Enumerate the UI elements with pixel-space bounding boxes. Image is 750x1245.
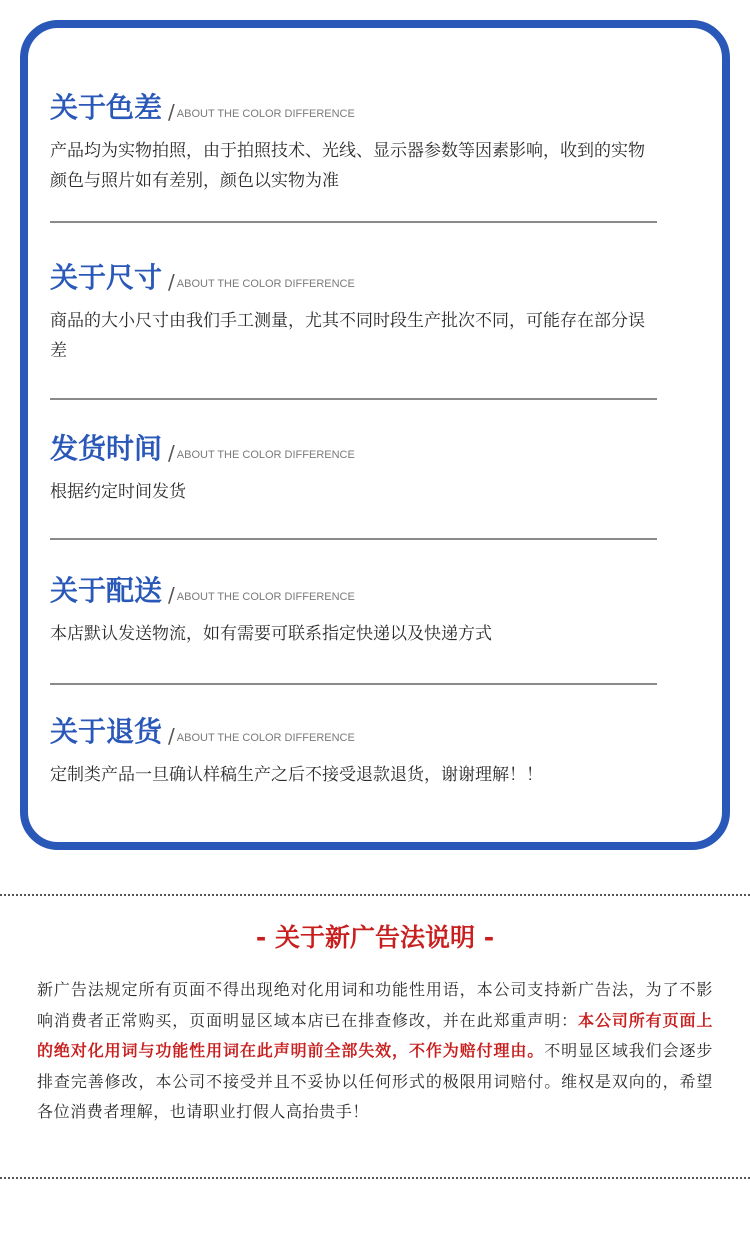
section-header [50, 78, 658, 122]
ad-law-text-intro: 新广告法规定所有页面不得出现绝对化用词和功能性用语，本公司支持新广告法，为了不影响消费者正常购买，页面明显区域本店已在排查修改，并在此郑重声明： [37, 980, 713, 1030]
section-header [50, 248, 658, 292]
title-slash: / [168, 270, 175, 294]
title-slash: / [168, 724, 175, 748]
section-returns [50, 702, 658, 790]
section-title: 关于尺寸 [50, 261, 163, 294]
section-subtitle: ABOUT THE COLOR DIFFERENCE [176, 732, 355, 744]
section-subtitle: ABOUT THE COLOR DIFFERENCE [176, 108, 355, 120]
title-slash: / [168, 583, 175, 607]
section-subtitle: ABOUT THE COLOR DIFFERENCE [176, 591, 355, 603]
section-subtitle: ABOUT THE COLOR DIFFERENCE [176, 449, 355, 461]
section-title: 发货时间 [50, 432, 163, 465]
dotted-divider-bottom [0, 1177, 750, 1179]
section-body: 定制类产品一旦确认样稿生产之后不接受退款退货，谢谢理解！！ [50, 765, 543, 785]
section-delivery [50, 561, 658, 649]
section-title: 关于配送 [50, 574, 163, 607]
section-header [50, 702, 658, 746]
ad-law-text-outro: 不明显区域我们会逐步排查完善修改，本公司不接受并且不妥协以任何形式的极限用词赔付。维权是双向的，希望各位消费者理解，也请职业打假人高抬贵手！ [37, 1041, 713, 1121]
section-header [50, 561, 658, 605]
section-title: 关于色差 [50, 91, 163, 124]
section-divider [50, 398, 657, 400]
section-shipping-time [50, 419, 658, 507]
title-slash: / [168, 441, 175, 465]
section-body: 商品的大小尺寸由我们手工测量，尤其不同时段生产批次不同，可能存在部分误差 [50, 311, 645, 361]
section-divider [50, 683, 657, 685]
ad-law-title: - 关于新广告法说明 - [255, 923, 495, 952]
section-body: 产品均为实物拍照，由于拍照技术、光线、显示器参数等因素影响，收到的实物颜色与照片如有差别，颜色以实物为准 [50, 141, 645, 191]
title-slash: / [168, 100, 175, 124]
section-divider [50, 538, 657, 540]
section-color-difference [50, 78, 658, 196]
ad-law-text-highlight: 本公司所有页面上的绝对化用词与功能性用词在此声明前全部失效，不作为赔付理由。 [37, 1010, 713, 1060]
section-title: 关于退货 [50, 715, 163, 748]
ad-law-notice [37, 975, 713, 1128]
section-header [50, 419, 658, 463]
section-body: 根据约定时间发货 [50, 482, 186, 502]
section-body: 本店默认发送物流，如有需要可联系指定快递以及快递方式 [50, 624, 492, 644]
section-size [50, 248, 658, 366]
dotted-divider-top [0, 894, 750, 896]
section-subtitle: ABOUT THE COLOR DIFFERENCE [176, 278, 355, 290]
section-divider [50, 221, 657, 223]
